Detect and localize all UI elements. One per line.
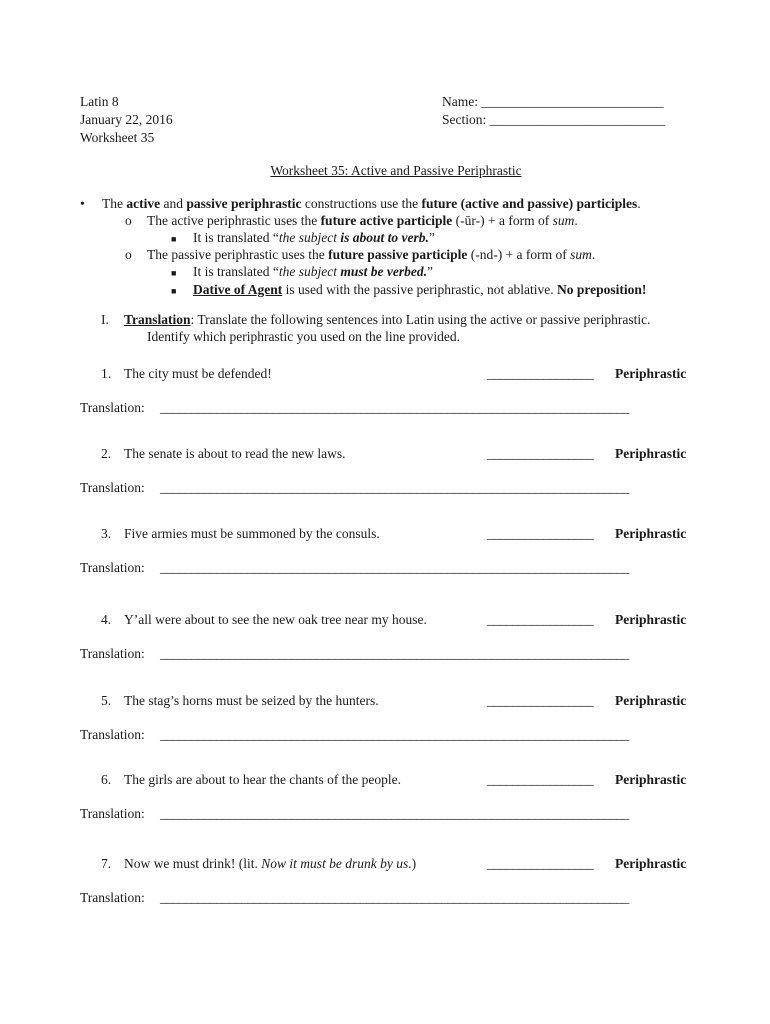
question-number: 6. <box>101 772 112 787</box>
section-instructions-cont: Identify which periphrastic you used on the line provided. <box>147 329 461 344</box>
periphrastic-label: Periphrastic <box>615 366 687 381</box>
periphrastic-label: Periphrastic <box>615 693 687 708</box>
question-number: 1. <box>101 366 112 381</box>
periphrastic-answer-blank[interactable]: _________________ <box>487 772 594 787</box>
periphrastic-answer-blank[interactable]: _________________ <box>487 693 594 708</box>
square-bullet: ■ <box>171 268 177 278</box>
translation-answer-line[interactable]: ___________________________________________________________________________ <box>160 480 629 495</box>
question-text: The girls are about to hear the chants of the people. <box>124 772 402 787</box>
square-bullet: ■ <box>171 234 177 244</box>
periphrastic-label: Periphrastic <box>615 856 687 871</box>
note-passive: The passive periphrastic uses the future passive participle (-nd-) + a form of sum. <box>147 247 596 262</box>
note-active: The active periphrastic uses the future active participle (-ūr-) + a form of sum. <box>147 213 578 228</box>
section-numeral: I. <box>101 312 109 327</box>
course-name: Latin 8 <box>80 94 119 109</box>
periphrastic-answer-blank[interactable]: _________________ <box>487 446 594 461</box>
translation-label: Translation: <box>80 890 145 905</box>
periphrastic-answer-blank[interactable]: _________________ <box>487 856 594 871</box>
translation-label: Translation: <box>80 727 145 742</box>
question-number: 3. <box>101 526 112 541</box>
translation-label: Translation: <box>80 480 145 495</box>
bullet-dot: • <box>80 196 85 211</box>
worksheet-date: January 22, 2016 <box>80 112 173 127</box>
question-number: 4. <box>101 612 112 627</box>
page-title: Worksheet 35: Active and Passive Periphrastic <box>270 163 522 178</box>
translation-label: Translation: <box>80 400 145 415</box>
periphrastic-answer-blank[interactable]: _________________ <box>487 612 594 627</box>
worksheet-number: Worksheet 35 <box>80 130 155 145</box>
note-dative-agent: Dative of Agent is used with the passive periphrastic, not ablative. No preposition! <box>193 282 647 297</box>
question-number: 5. <box>101 693 112 708</box>
name-field: Name: ___________________________ <box>442 94 664 109</box>
question-text: Now we must drink! (lit. Now it must be drunk by us.) <box>124 856 417 871</box>
translation-answer-line[interactable]: ___________________________________________________________________________ <box>160 400 629 415</box>
sub-bullet-circle: o <box>125 247 132 262</box>
question-number: 7. <box>101 856 112 871</box>
question-number: 2. <box>101 446 112 461</box>
note-passive-translation: It is translated “the subject must be verbed.” <box>193 264 433 279</box>
question-text: The stag’s horns must be seized by the hunters. <box>124 693 379 708</box>
translation-answer-line[interactable]: ___________________________________________________________________________ <box>160 646 629 661</box>
question-text: Y’all were about to see the new oak tree near my house. <box>124 612 427 627</box>
note-main: The active and passive periphrastic constructions use the future (active and passive) participles. <box>102 196 641 211</box>
translation-label: Translation: <box>80 806 145 821</box>
translation-label: Translation: <box>80 646 145 661</box>
periphrastic-label: Periphrastic <box>615 446 687 461</box>
question-text: Five armies must be summoned by the consuls. <box>124 526 380 541</box>
periphrastic-label: Periphrastic <box>615 772 687 787</box>
question-text: The senate is about to read the new laws. <box>124 446 346 461</box>
periphrastic-answer-blank[interactable]: _________________ <box>487 366 594 381</box>
translation-answer-line[interactable]: ___________________________________________________________________________ <box>160 560 629 575</box>
section-field: Section: __________________________ <box>442 112 666 127</box>
periphrastic-label: Periphrastic <box>615 526 687 541</box>
note-active-translation: It is translated “the subject is about to verb.” <box>193 230 435 245</box>
question-text: The city must be defended! <box>124 366 272 381</box>
translation-label: Translation: <box>80 560 145 575</box>
sub-bullet-circle: o <box>125 213 132 228</box>
periphrastic-answer-blank[interactable]: _________________ <box>487 526 594 541</box>
translation-answer-line[interactable]: ___________________________________________________________________________ <box>160 806 629 821</box>
square-bullet: ■ <box>171 286 177 296</box>
translation-answer-line[interactable]: ___________________________________________________________________________ <box>160 890 629 905</box>
periphrastic-label: Periphrastic <box>615 612 687 627</box>
translation-answer-line[interactable]: ___________________________________________________________________________ <box>160 727 629 742</box>
section-instructions: Translation: Translate the following sentences into Latin using the active or passive periphrastic. <box>124 312 651 327</box>
